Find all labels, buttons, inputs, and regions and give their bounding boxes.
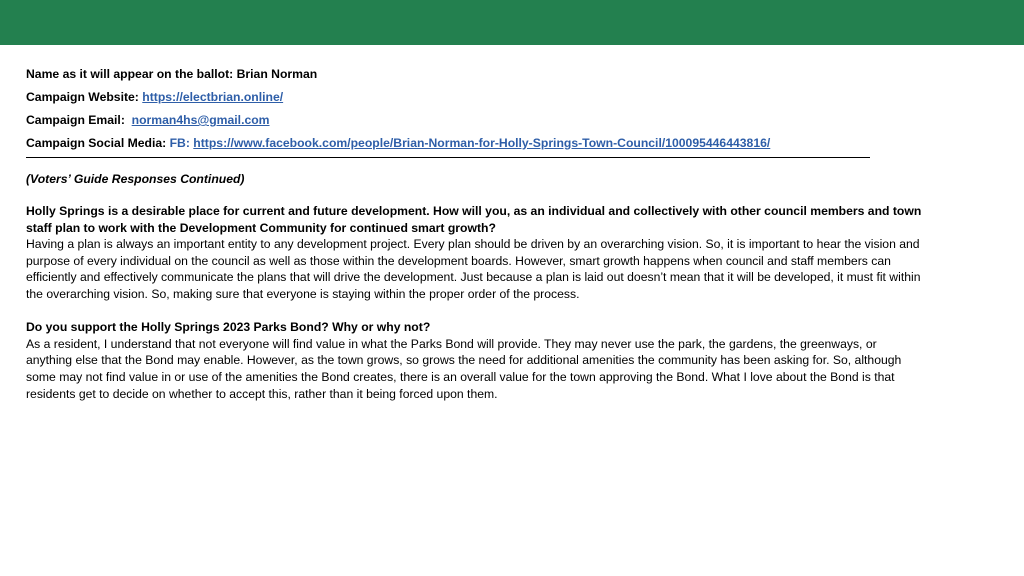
answer-development: Having a plan is always an important entity to any development project. Every plan should be driven by an overarching vision. So, it is important to hear the vision and purpose of every individual on the council as well as those within the development boards. However, smart growth happens when council and staff members can efficiently and effectively communicate the plans that will drive the development. Just because a plan is laid out doesn’t mean that it will be developed, it must fit within the overarching vision. So, making sure that everyone is staying within the proper order of the process.: [26, 237, 921, 301]
qa-block-parks-bond: [26, 319, 926, 402]
ballot-name-line: [26, 66, 926, 89]
campaign-email-label: Campaign Email:: [26, 113, 132, 127]
campaign-website-label: Campaign Website:: [26, 90, 143, 104]
campaign-social-line: [26, 135, 926, 158]
campaign-website-link[interactable]: https://electbrian.online/: [142, 90, 284, 104]
facebook-link[interactable]: https://www.facebook.com/people/Brian-Norman-for-Holly-Springs-Town-Council/100095446443816/: [193, 136, 771, 150]
question-development: Holly Springs is a desirable place for current and future development. How will you, as an individual and collectively with other council members and town staff plan to work with the Development Community for continued smart growth?: [26, 204, 922, 235]
facebook-prefix: FB:: [169, 136, 194, 150]
section-note: (Voters’ Guide Responses Continued): [26, 172, 245, 186]
question-parks-bond: Do you support the Holly Springs 2023 Parks Bond? Why or why not?: [26, 320, 431, 335]
campaign-email-line: [26, 112, 926, 135]
campaign-website-line: [26, 89, 926, 112]
campaign-social-label: Campaign Social Media:: [26, 136, 170, 150]
qa-block-development: [26, 203, 926, 303]
ballot-name-text: Name as it will appear on the ballot: Brian Norman: [26, 67, 318, 81]
header-banner: [0, 0, 1024, 45]
document-body: [26, 66, 926, 419]
answer-parks-bond: As a resident, I understand that not everyone will find value in what the Parks Bond will provide. They may never use the park, the gardens, the greenways, or anything else that the Bond may enable. However, as the town grows, so grows the need for additional amenities the community has been asking for. So, although some may not find value in or use of the amenities the Bond creates, there is an overall value for the town approving the Bond. What I love about the Bond is that residents get to decide on whether to accept this, rather than it being forced upon them.: [26, 336, 902, 401]
divider-line: [26, 157, 870, 158]
campaign-email-link[interactable]: norman4hs@gmail.com: [131, 113, 270, 127]
